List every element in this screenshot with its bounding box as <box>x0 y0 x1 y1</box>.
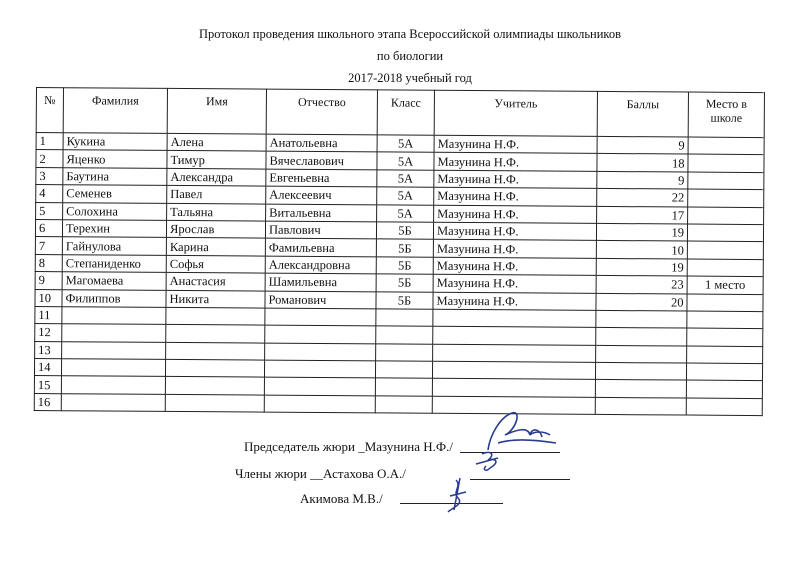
cell-class <box>376 326 433 344</box>
cell-name: Софья <box>166 255 265 273</box>
cell-class <box>375 396 432 414</box>
cell-score: 19 <box>596 258 687 276</box>
cell-name <box>166 342 265 360</box>
col-name: Имя <box>167 88 266 134</box>
cell-number: 16 <box>34 393 61 411</box>
cell-number: 3 <box>36 167 63 185</box>
cell-class <box>375 378 432 396</box>
col-surname: Фамилия <box>63 88 167 134</box>
cell-teacher: Мазунина Н.Ф. <box>433 274 596 293</box>
cell-teacher: Мазунина Н.Ф. <box>434 135 597 154</box>
cell-patronymic: Александровна <box>265 256 376 274</box>
col-patronymic: Отчество <box>266 89 377 135</box>
cell-surname: Магомаева <box>62 272 166 290</box>
cell-patronymic: Алексеевич <box>266 186 377 204</box>
cell-name: Александра <box>167 168 266 186</box>
cell-place <box>688 137 764 155</box>
cell-surname <box>61 394 165 412</box>
cell-patronymic: Шамильевна <box>265 273 376 291</box>
cell-patronymic: Фамильевна <box>265 238 376 256</box>
cell-score <box>595 397 686 415</box>
cell-surname <box>61 376 165 394</box>
cell-name <box>166 325 265 343</box>
col-class: Класс <box>377 90 434 135</box>
cell-place <box>687 241 763 259</box>
handwritten-signature-member2 <box>440 476 480 516</box>
cell-number: 11 <box>35 306 62 324</box>
cell-name: Анастасия <box>166 273 265 291</box>
jury-chair-signature: Председатель жюри _Мазунина Н.Ф./ <box>244 439 454 454</box>
cell-surname <box>62 341 166 359</box>
cell-name: Тимур <box>167 151 266 169</box>
cell-class <box>376 344 433 362</box>
cell-place: 1 место <box>687 276 763 294</box>
cell-patronymic: Анатольевна <box>266 134 377 152</box>
cell-surname: Степаниденко <box>62 254 166 272</box>
cell-surname: Семенев <box>63 185 167 203</box>
cell-place <box>686 381 762 399</box>
cell-class: 5Б <box>376 291 433 309</box>
cell-patronymic <box>264 395 375 413</box>
cell-place <box>687 311 763 329</box>
cell-patronymic: Витальевна <box>266 204 377 222</box>
cell-class: 5А <box>377 152 434 170</box>
cell-score <box>596 328 687 346</box>
cell-number: 4 <box>36 185 63 203</box>
cell-patronymic <box>265 343 376 361</box>
cell-name: Тальяна <box>167 203 266 221</box>
cell-score: 23 <box>596 276 687 294</box>
cell-teacher: Мазунина Н.Ф. <box>433 292 596 311</box>
cell-place <box>686 398 762 416</box>
cell-number: 10 <box>35 289 62 307</box>
cell-patronymic: Романович <box>265 291 376 309</box>
cell-score: 17 <box>597 206 688 224</box>
cell-name <box>165 394 264 412</box>
cell-patronymic <box>265 325 376 343</box>
cell-class: 5Б <box>376 274 433 292</box>
cell-number: 1 <box>36 133 63 151</box>
cell-teacher <box>433 327 596 346</box>
cell-surname: Яценко <box>63 150 167 168</box>
cell-number: 14 <box>34 359 61 377</box>
cell-place <box>688 189 764 207</box>
results-table <box>34 87 765 416</box>
cell-class <box>376 309 433 327</box>
cell-score: 9 <box>597 136 688 154</box>
cell-teacher <box>432 361 595 380</box>
cell-number: 7 <box>35 237 62 255</box>
cell-teacher: Мазунина Н.Ф. <box>434 153 597 172</box>
cell-number: 15 <box>34 376 61 394</box>
cell-surname <box>62 307 166 325</box>
cell-teacher <box>433 344 596 363</box>
document-year: 2017-2018 учебный год <box>348 71 472 85</box>
cell-class: 5А <box>377 135 434 153</box>
cell-teacher: Мазунина Н.Ф. <box>434 205 597 224</box>
cell-number: 13 <box>35 341 62 359</box>
cell-score <box>595 362 686 380</box>
cell-teacher: Мазунина Н.Ф. <box>433 240 596 259</box>
cell-name: Карина <box>166 238 265 256</box>
col-score: Баллы <box>597 91 688 137</box>
cell-place <box>687 294 763 312</box>
cell-patronymic <box>264 360 375 378</box>
table-row <box>34 393 762 415</box>
cell-surname <box>61 359 165 377</box>
cell-class: 5А <box>377 187 434 205</box>
cell-name: Никита <box>166 290 265 308</box>
cell-teacher <box>432 379 595 398</box>
cell-place <box>687 224 763 242</box>
cell-class: 5А <box>377 170 434 188</box>
col-place: Место в школе <box>688 92 764 138</box>
cell-teacher: Мазунина Н.Ф. <box>433 257 596 276</box>
cell-patronymic: Вячеславович <box>266 151 377 169</box>
cell-surname: Филиппов <box>62 289 166 307</box>
cell-place <box>687 328 763 346</box>
cell-score: 10 <box>596 241 687 259</box>
cell-patronymic: Евгеньевна <box>266 169 377 187</box>
cell-surname: Баутина <box>63 167 167 185</box>
cell-score: 22 <box>597 189 688 207</box>
cell-number: 5 <box>36 202 63 220</box>
cell-score: 9 <box>597 171 688 189</box>
cell-place <box>686 363 762 381</box>
cell-name <box>166 307 265 325</box>
document-subject: по биологии <box>376 49 444 63</box>
col-number: № <box>36 88 63 133</box>
cell-name <box>165 359 264 377</box>
cell-number: 8 <box>35 254 62 272</box>
cell-class <box>375 361 432 379</box>
cell-surname: Терехин <box>62 220 166 238</box>
cell-class: 5Б <box>376 257 433 275</box>
cell-name <box>165 377 264 395</box>
document-title: Протокол проведения школьного этапа Всероссийской олимпиады школьников <box>198 27 621 41</box>
cell-teacher: Мазунина Н.Ф. <box>434 187 597 206</box>
cell-number: 9 <box>35 272 62 290</box>
cell-place <box>688 154 764 172</box>
cell-score: 18 <box>597 154 688 172</box>
cell-patronymic <box>265 308 376 326</box>
cell-teacher <box>433 309 596 328</box>
cell-surname: Кукина <box>63 133 167 151</box>
col-teacher: Учитель <box>434 90 597 136</box>
cell-name: Алена <box>167 133 266 151</box>
cell-score <box>596 345 687 363</box>
table-header-row <box>36 88 764 138</box>
cell-patronymic <box>264 378 375 396</box>
cell-patronymic: Павлович <box>265 221 376 239</box>
cell-teacher: Мазунина Н.Ф. <box>434 170 597 189</box>
cell-place <box>687 259 763 277</box>
cell-surname: Солохина <box>63 202 167 220</box>
cell-place <box>688 207 764 225</box>
cell-name: Павел <box>167 186 266 204</box>
jury-member-1-signature: Члены жюри __Астахова О.А./ <box>235 466 406 481</box>
cell-score: 20 <box>596 293 687 311</box>
cell-place <box>688 172 764 190</box>
cell-number: 2 <box>36 150 63 168</box>
cell-class: 5А <box>377 204 434 222</box>
cell-number: 12 <box>35 324 62 342</box>
cell-place <box>687 346 763 364</box>
cell-score: 19 <box>596 223 687 241</box>
jury-member-2-signature: Акимова М.В./ <box>300 491 383 506</box>
cell-number: 6 <box>35 219 62 237</box>
cell-class: 5Б <box>376 222 433 240</box>
cell-score <box>595 380 686 398</box>
cell-surname: Гайнулова <box>62 237 166 255</box>
cell-score <box>596 310 687 328</box>
cell-name: Ярослав <box>166 220 265 238</box>
cell-teacher: Мазунина Н.Ф. <box>433 222 596 241</box>
cell-class: 5Б <box>376 239 433 257</box>
cell-surname <box>62 324 166 342</box>
